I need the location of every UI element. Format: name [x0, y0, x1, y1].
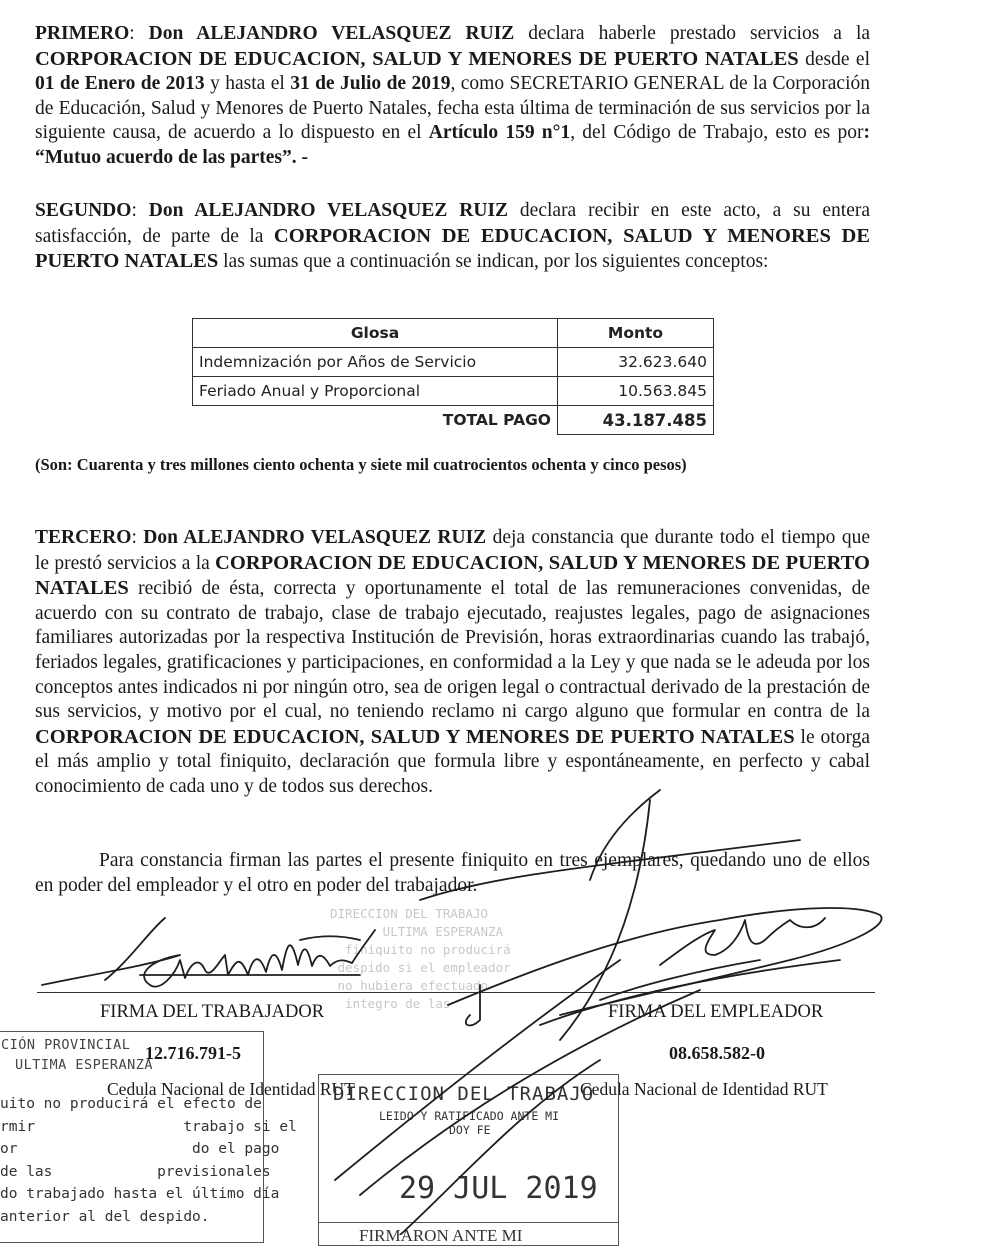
clause-heading: TERCERO — [35, 527, 132, 548]
total-label: TOTAL PAGO — [193, 406, 558, 435]
employer-signature-stroke — [660, 918, 825, 965]
stamp-doy-fe: DOY FE — [449, 1123, 491, 1137]
end-date: 31 de Julio de 2019 — [290, 73, 451, 95]
worker-name: Don ALEJANDRO VELASQUEZ RUIZ — [148, 23, 515, 44]
stamp-text: uito no producirá el efecto de rmir trabajo si el or do el pago de las previsionales do trabajado hasta el último día anterior al del despido. — [0, 1096, 297, 1225]
concept-cell: Indemnización por Años de Servicio — [193, 348, 558, 377]
column-header-glosa: Glosa — [193, 319, 558, 348]
clause-heading: SEGUNDO — [35, 200, 132, 221]
worker-signature-stroke — [42, 930, 375, 987]
payment-table — [192, 318, 714, 435]
column-header-monto: Monto — [558, 319, 714, 348]
stamp-title: DIRECCION DEL TRABAJO — [333, 1083, 595, 1105]
stamp-ratified: LEIDO Y RATIFICADO ANTE MI — [379, 1109, 560, 1123]
table-header-row — [193, 319, 714, 348]
employer-signature-stroke — [600, 960, 760, 1000]
stamp-subheader: ULTIMA ESPERANZA — [15, 1057, 154, 1073]
table-row — [193, 348, 714, 377]
clause-segundo: SEGUNDO: Don ALEJANDRO VELASQUEZ RUIZ declara recibir en este acto, a su entera satisfacción, de parte de la CORPORACION DE EDUCACION, SALUD Y MENORES DE PUERTO NATALES las sumas que a continuación se indican, por los siguientes conceptos: — [35, 200, 871, 273]
employer-name: CORPORACION DE EDUCACION, SALUD Y MENORES DE PUERTO NATALES — [35, 551, 870, 600]
employer-signature-stroke — [448, 908, 882, 1015]
employer-name: CORPORACION DE EDUCACION, SALUD Y MENORES DE PUERTO NATALES — [35, 47, 799, 70]
provincial-office-stamp — [0, 1031, 297, 1243]
amount-cell: 10.563.845 — [558, 377, 714, 406]
clause-tercero: TERCERO: Don ALEJANDRO VELASQUEZ RUIZ deja constancia que durante todo el tiempo que le prestó servicios a la CORPORACION DE EDUCACION, SALUD Y MENORES DE PUERTO NATALES recibió de ésta, correcta y oportunamente el total de las remuneraciones convenidas, de acuerdo con su contrato de trabajo, clase de trabajo ejecutado, reajustes legales, pago de asignaciones familiares autorizadas por la respectiva Institución de Previsión, horas extraordinarias cuando las trabajó, feriados legales, gratificaciones y participaciones, en conformidad a la Ley y que nada se le adeuda por los conceptos antes indicados ni por ningún otro, sea de origen legal o contractual derivado de la prestación de sus servicios, y motivo por el cual, no teniendo reclamo ni cargo alguno que formular en contra de la CORPORACION DE EDUCACION, SALUD Y MENORES DE PUERTO NATALES le otorga el más amplio y total finiquito, declaración que formula libre y espontáneamente, en perfecto y cabal conocimiento de cada uno y de todos sus derechos. — [35, 527, 871, 797]
stamp-date: 29 JUL 2019 — [399, 1171, 598, 1206]
employer-id-label: Cedula Nacional de Identidad RUT — [580, 1079, 828, 1099]
start-date: 01 de Enero de 2013 — [35, 73, 205, 95]
employer-rut: 08.658.582-0 — [669, 1043, 765, 1063]
amount-in-words: (Son: Cuarenta y tres millones ciento ochenta y siete mil cuatrocientos ochenta y cinco pesos) — [35, 455, 687, 474]
worker-name: Don ALEJANDRO VELASQUEZ RUIZ — [148, 200, 509, 221]
employer-signature-label: FIRMA DEL EMPLEADOR — [608, 1002, 824, 1022]
employer-name: CORPORACION DE EDUCACION, SALUD Y MENORES DE PUERTO NATALES — [35, 224, 871, 273]
stamp-footer: FIRMARON ANTE MI — [359, 1226, 523, 1245]
clause-primero: PRIMERO: Don ALEJANDRO VELASQUEZ RUIZ declara haberle prestado servicios a la CORPORACION DE EDUCACION, SALUD Y MENORES DE PUERTO NATALES desde el 01 de Enero de 2013 y hasta el 31 de Julio de 2019, como SECRETARIO GENERAL de la Corporación de Educación, Salud y Menores de Puerto Natales, fecha esta última de terminación de sus servicios por la siguiente causa, de acuerdo a lo dispuesto en el Artículo 159 n°1, del Código de Trabajo, esto es por: “Mutuo acuerdo de las partes”. - — [35, 23, 871, 168]
termination-cause: : “Mutuo acuerdo de las partes”. - — [35, 122, 870, 168]
total-amount: 43.187.485 — [558, 406, 714, 435]
total-row — [193, 406, 714, 435]
worker-rut: 12.716.791-5 — [145, 1043, 241, 1063]
stamp-divider — [319, 1222, 618, 1223]
table-row — [193, 377, 714, 406]
closing-statement: Para constancia firman las partes el presente finiquito en tres ejemplares, quedando uno de ellos en poder del empleador y el otro en poder del trabajador. — [35, 850, 870, 896]
legal-article: Artículo 159 n°1 — [428, 122, 571, 144]
faded-stamp-impression: DIRECCION DEL TRABAJO ULTIMA ESPERANZA finiquito no producirá despido si el empleador no hubiera efectuado integro de las — [330, 906, 511, 1011]
stamp-header: CIÓN PROVINCIAL — [1, 1037, 131, 1053]
employer-name: CORPORACION DE EDUCACION, SALUD Y MENORES DE PUERTO NATALES — [35, 725, 795, 748]
worker-id-label: Cedula Nacional de Identidad RUT — [107, 1079, 355, 1099]
amount-cell: 32.623.640 — [558, 348, 714, 377]
concept-cell: Feriado Anual y Proporcional — [193, 377, 558, 406]
labor-directorate-stamp — [318, 1074, 619, 1246]
clause-heading: PRIMERO — [35, 23, 130, 44]
worker-signature-stroke — [105, 918, 165, 980]
signature-line — [37, 992, 875, 993]
worker-name: Don ALEJANDRO VELASQUEZ RUIZ — [143, 527, 487, 548]
worker-signature-label: FIRMA DEL TRABAJADOR — [100, 1002, 325, 1022]
